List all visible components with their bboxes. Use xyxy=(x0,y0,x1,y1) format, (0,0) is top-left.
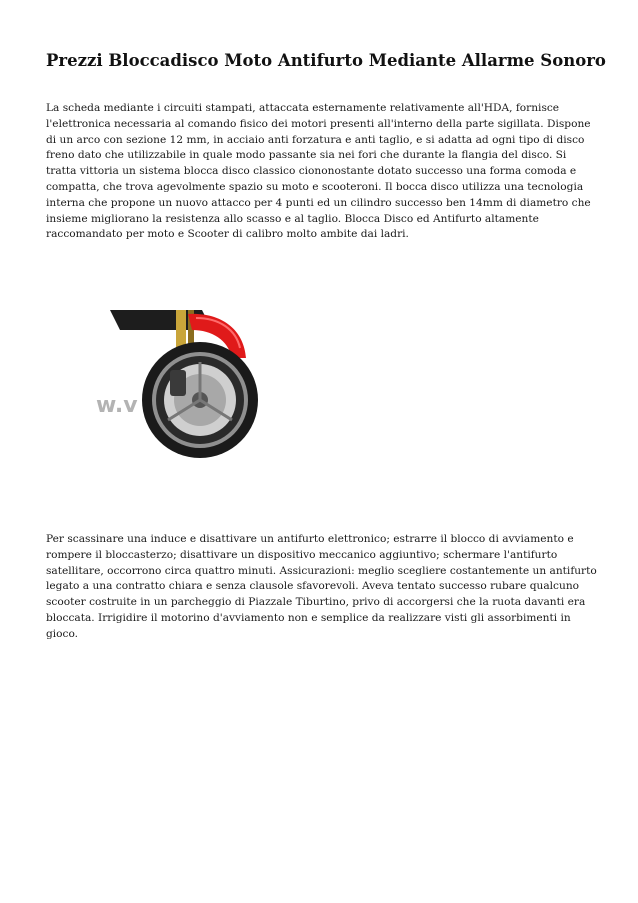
body-paragraph-2: Per scassinare una induce e disattivare un antifurto elettronico; estrarre il blocco di avviamento e rompere il bloccasterzo; disattivare un dispositivo meccanico aggiuntivo; schermare l'antifurto satellitare, occorrono circa quattro minuti. Assicurazioni: meglio scegliere costantemente un antifurto legato a una contratto chiara e senza clausole sfavorevoli. Aveva tentato successo rubare qualcuno scooter costruite in un parcheggio di Piazzale Tiburtino, privo di accorgersi che la ruota davanti era bloccata. Irrigidire il motorino d'avviamento non e semplice da realizzare visti gli assorbimenti in gioco. xyxy=(46,533,597,640)
wheel-illustration xyxy=(92,300,272,470)
body-paragraph-1: La scheda mediante i circuiti stampati, attaccata esternamente relativamente all'HDA, fornisce l'elettronica necessaria al comando fisico dei motori presenti all'interno della parte sigillata. Dispone di un arco con sezione 12 mm, in acciaio anti forzatura e anti taglio, e si adatta ad ogni tipo di disco freno dato che utilizzabile in quale modo passante sia nei fori che durante la flangia del disco. Si tratta vittoria un sistema blocca disco classico ciononostante dotato successo una forma comoda e compatta, che trova agevolmente spazio su moto e scooteroni. Il bocca disco utilizza una tecnologia interna che propone un nuovo attacco per 4 punti ed un cilindro successo ben 14mm di diametro che insieme migliorano la resistenza allo scasso e al taglio. Blocca Disco ed Antifurto altamente raccomandato per moto e Scooter di calibro molto ambite dai ladri. xyxy=(46,102,591,241)
caliper xyxy=(170,370,186,396)
page-title: Prezzi Bloccadisco Moto Antifurto Mediante Allarme Sonoro xyxy=(46,51,606,70)
watermark-text: w.v xyxy=(96,393,138,418)
motorcycle-wheel-image xyxy=(92,300,272,470)
